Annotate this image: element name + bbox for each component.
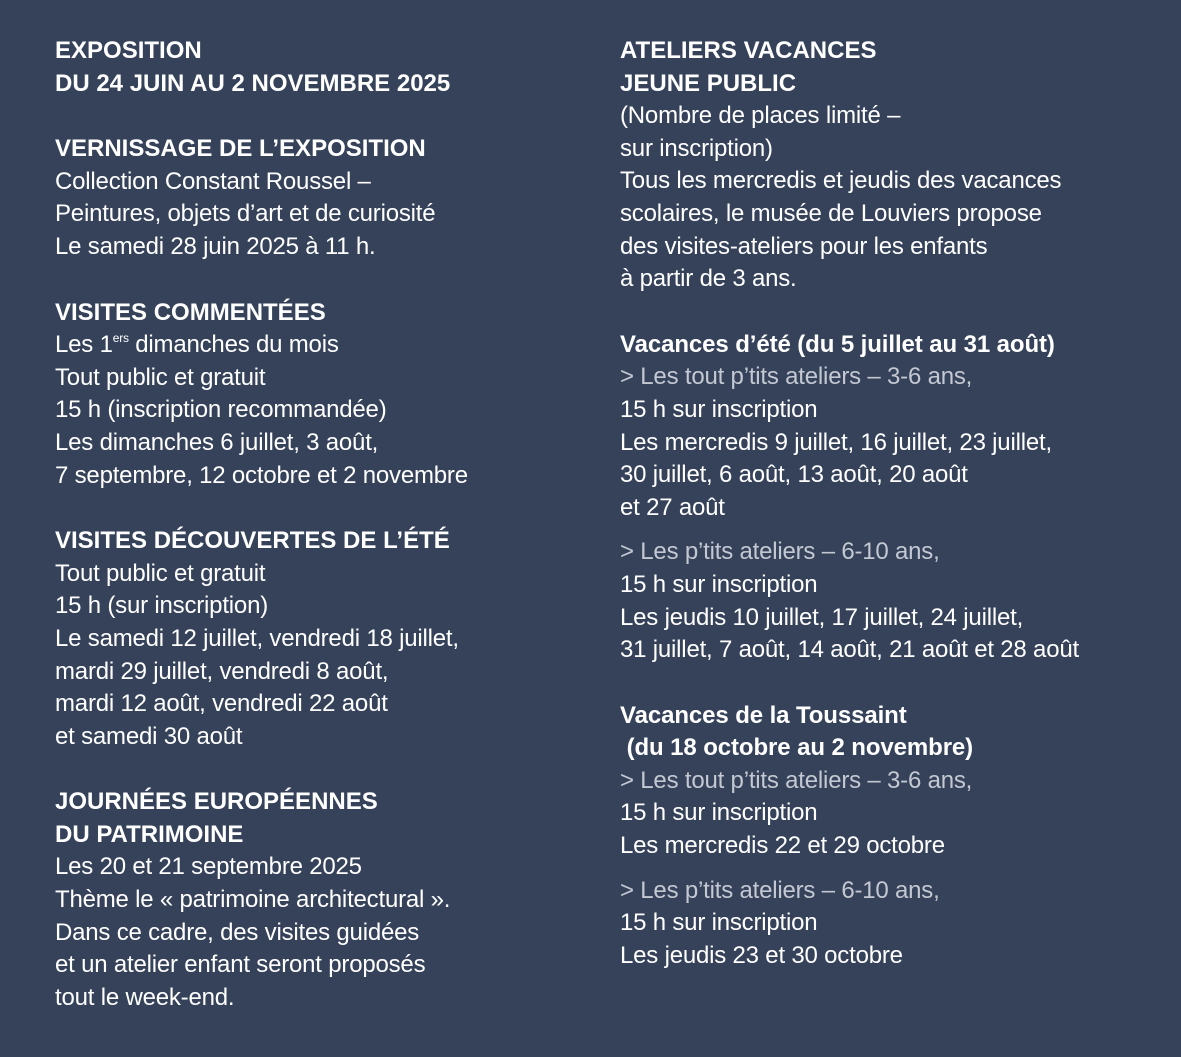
ateliers-line: (Nombre de places limité – — [620, 102, 901, 130]
ete-title: Vacances d’été (du 5 juillet au 31 août) — [620, 330, 1055, 358]
visites-commentees-line: Tout public et gratuit — [55, 363, 266, 391]
journees-line: Thème le « patrimoine architectural ». — [55, 886, 451, 914]
section-exposition — [55, 35, 595, 100]
section-vacances-toussaint — [620, 700, 1165, 973]
vernissage-line: Collection Constant Roussel – — [55, 167, 371, 195]
ete-group1-line: Les mercredis 9 juillet, 16 juillet, 23 juillet, — [620, 428, 1052, 456]
first-line-pre: Les 1 — [55, 331, 113, 359]
toussaint-group1-label: > Les tout p’tits ateliers – 3-6 ans, — [620, 766, 973, 794]
toussaint-group1-line: 15 h sur inscription — [620, 799, 818, 827]
ateliers-title: ATELIERS VACANCES — [620, 37, 877, 64]
visites-commentees-line: Les dimanches 6 juillet, 3 août, — [55, 428, 379, 456]
ateliers-line: sur inscription) — [620, 134, 773, 162]
journees-line: Dans ce cadre, des visites guidées — [55, 918, 420, 946]
vernissage-title: VERNISSAGE DE L’EXPOSITION — [55, 135, 426, 163]
ete-group1-line: et 27 août — [620, 493, 725, 521]
vernissage-line: Le samedi 28 juin 2025 à 11 h. — [55, 232, 376, 260]
right-column — [620, 35, 1165, 972]
visites-commentees-line: 7 septembre, 12 octobre et 2 novembre — [55, 461, 468, 489]
visites-decouvertes-line: mardi 12 août, vendredi 22 août — [55, 690, 388, 718]
ete-group2-line: Les jeudis 10 juillet, 17 juillet, 24 juillet, — [620, 603, 1024, 631]
first-line-post: dimanches du mois — [128, 331, 339, 359]
ete-group1-line: 15 h sur inscription — [620, 395, 818, 423]
exposition-title: EXPOSITION — [55, 37, 202, 64]
toussaint-dates: (du 18 octobre au 2 novembre) — [620, 734, 974, 762]
visites-decouvertes-line: 15 h (sur inscription) — [55, 592, 269, 620]
exposition-dates: DU 24 JUIN AU 2 NOVEMBRE 2025 — [55, 69, 451, 97]
ateliers-line: à partir de 3 ans. — [620, 265, 797, 293]
visites-commentees-title: VISITES COMMENTÉES — [55, 298, 326, 326]
visites-decouvertes-line: mardi 29 juillet, vendredi 8 août, — [55, 657, 389, 685]
visites-commentees-line: 15 h (inscription recommandée) — [55, 396, 387, 424]
visites-decouvertes-line: Tout public et gratuit — [55, 559, 266, 587]
journees-title: JOURNÉES EUROPÉENNES — [55, 788, 378, 816]
journees-line: Les 20 et 21 septembre 2025 — [55, 853, 362, 881]
first-line-sup: ers — [112, 331, 129, 346]
visites-decouvertes-line: et samedi 30 août — [55, 722, 243, 750]
section-journees-patrimoine — [55, 786, 595, 1014]
ateliers-line: des visites-ateliers pour les enfants — [620, 232, 988, 260]
toussaint-group2-line: 15 h sur inscription — [620, 909, 818, 937]
toussaint-title: Vacances de la Toussaint — [620, 701, 907, 729]
ete-group1-line: 30 juillet, 6 août, 13 août, 20 août — [620, 461, 968, 489]
journees-line: tout le week-end. — [55, 983, 235, 1011]
section-vacances-ete — [620, 329, 1165, 667]
toussaint-group1-line: Les mercredis 22 et 29 octobre — [620, 832, 945, 860]
left-column — [55, 35, 595, 1014]
toussaint-group2-line: Les jeudis 23 et 30 octobre — [620, 941, 903, 969]
section-visites-decouvertes — [55, 525, 595, 753]
ateliers-title-2: JEUNE PUBLIC — [620, 69, 797, 97]
ateliers-line: Tous les mercredis et jeudis des vacances — [620, 167, 1062, 195]
toussaint-group2-label: > Les p’tits ateliers – 6-10 ans, — [620, 876, 940, 904]
vernissage-line: Peintures, objets d’art et de curiosité — [55, 200, 436, 228]
visites-decouvertes-line: Le samedi 12 juillet, vendredi 18 juillet, — [55, 624, 459, 652]
ete-group2-label: > Les p’tits ateliers – 6-10 ans, — [620, 538, 940, 566]
section-ateliers-vacances — [620, 35, 1165, 296]
journees-title-2: DU PATRIMOINE — [55, 820, 244, 848]
ete-group2-line: 31 juillet, 7 août, 14 août, 21 août et 28 août — [620, 636, 1079, 664]
journees-line: et un atelier enfant seront proposés — [55, 951, 426, 979]
visites-commentees-first-line — [55, 329, 595, 362]
ete-group1-label: > Les tout p’tits ateliers – 3-6 ans, — [620, 363, 973, 391]
section-vernissage — [55, 133, 595, 263]
section-visites-commentees — [55, 297, 595, 493]
visites-decouvertes-title: VISITES DÉCOUVERTES DE L’ÉTÉ — [55, 527, 450, 555]
ete-group2-line: 15 h sur inscription — [620, 570, 818, 598]
ateliers-line: scolaires, le musée de Louviers propose — [620, 199, 1042, 227]
